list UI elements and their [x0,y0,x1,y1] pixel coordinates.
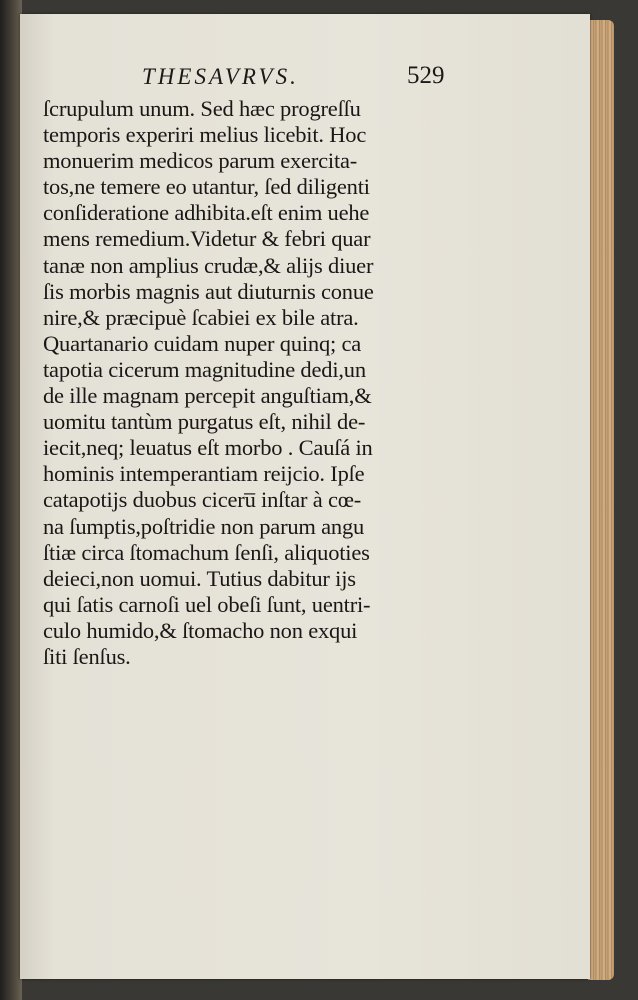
text-line: tos,ne temere eo utantur, ſed diligenti [43,174,370,200]
book-spine [0,0,22,1000]
body-text [43,96,463,670]
text-line: de ille magnam percepit anguſtiam,& [43,383,372,409]
text-line: ſiti ſenſus. [43,643,131,669]
text-line: tanæ non amplius crudæ,& alijs diuer [43,252,374,278]
text-line: iecit,neq; leuatus eſt morbo . Cauſá in [43,435,373,461]
text-line: ſis morbis magnis aut diuturnis conue [43,278,374,304]
text-line: conſideratione adhibita.eſt enim uehe [43,200,370,226]
text-line: na ſumptis,poſtridie non parum angu [43,513,365,539]
text-line: uomitu tantùm purgatus eſt, nihil de- [43,409,366,435]
text-line: mens remedium.Videtur & febri quar [43,226,371,252]
text-line: qui ſatis carnoſi uel obeſi ſunt, uentri- [43,591,371,617]
text-line: deieci,non uomui. Tutius dabitur ijs [43,565,356,591]
page-edges [588,20,614,980]
text-line: Quartanario cuidam nuper quinq; ca [43,330,362,356]
text-line: ſcrupulum unum. Sed hæc progreſſu [43,96,361,121]
text-line: nire,& præcipuè ſcabiei ex bile atra. [43,304,359,330]
text-line: monuerim medicos parum exercita- [43,148,358,174]
running-title: THESAVRVS. [142,64,299,89]
text-line: hominis intemperantiam reijcio. Ipſe [43,461,365,487]
text-line: tapotia cicerum magnitudine dedi,un [43,356,366,382]
page-header [20,58,590,98]
text-line: ſtiæ circa ſtomachum ſenſi, aliquoties [43,539,370,565]
text-line: temporis experiri melius licebit. Hoc [43,122,367,148]
text-line: culo humido,& ſtomacho non exqui [43,617,358,643]
text-line: catapotijs duobus ciceru̅ inſtar à cœ- [43,487,362,513]
page-number: 529 [407,62,445,89]
